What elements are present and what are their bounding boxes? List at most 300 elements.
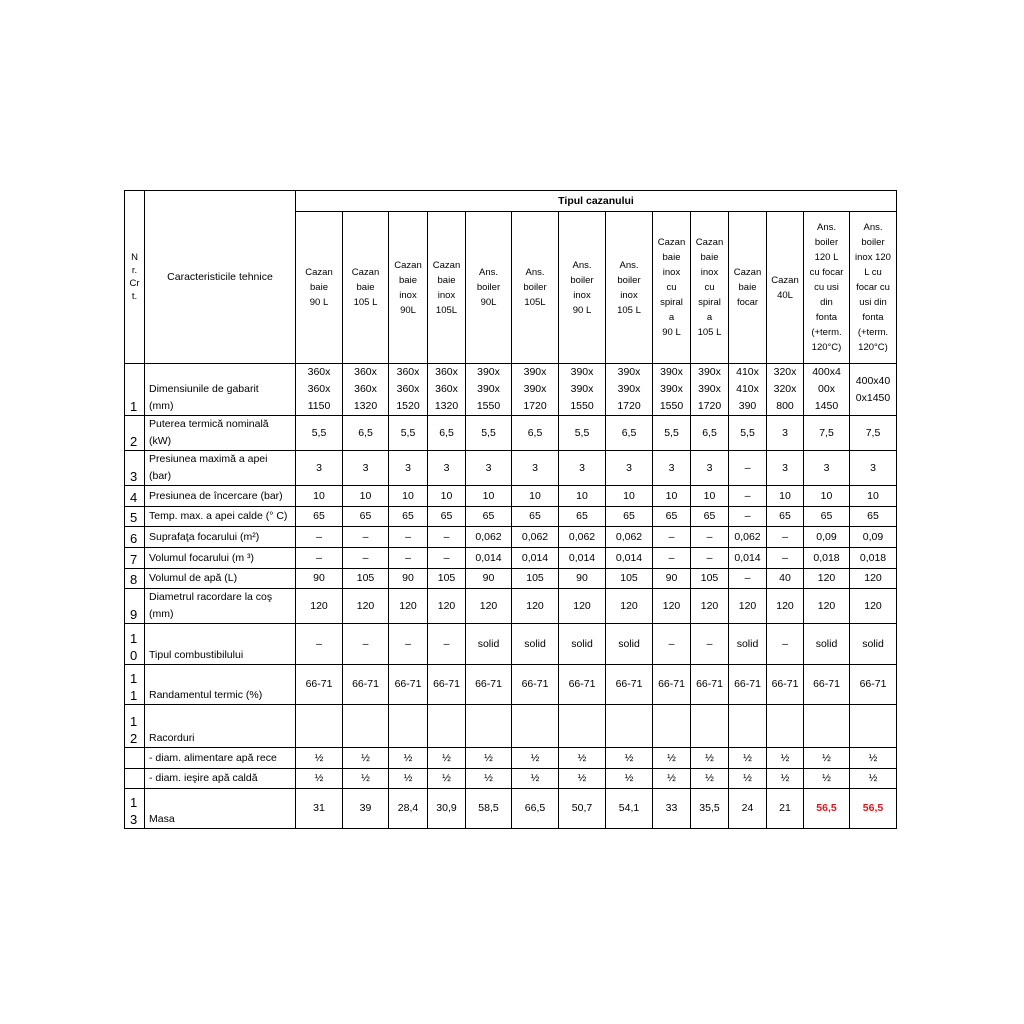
table-cell bbox=[691, 665, 729, 705]
cell-line: 6,5 bbox=[439, 426, 454, 439]
cell-line: 66-71 bbox=[305, 678, 333, 690]
table-cell bbox=[653, 769, 691, 789]
table-cell bbox=[804, 548, 850, 569]
cell-line: 105 L bbox=[697, 327, 722, 338]
cell-line: inox bbox=[399, 289, 417, 301]
cell-line: 31 bbox=[313, 802, 325, 814]
cell-line: ½ bbox=[868, 772, 878, 784]
cell-line: 390x bbox=[617, 366, 641, 378]
table-cell bbox=[767, 486, 804, 507]
table-cell bbox=[428, 364, 466, 416]
cell-line: 0,018 bbox=[859, 551, 887, 564]
table-cell bbox=[729, 624, 767, 665]
table-cell bbox=[559, 507, 606, 527]
cell-line: 390 bbox=[738, 400, 757, 412]
cell-line: 66-71 bbox=[771, 678, 799, 690]
table-cell bbox=[850, 624, 897, 665]
table-cell bbox=[559, 789, 606, 829]
cell-line: 105 bbox=[526, 572, 544, 584]
table-cell bbox=[466, 486, 512, 507]
table-cell bbox=[767, 769, 804, 789]
cell-line: 0,014 bbox=[615, 551, 643, 564]
row-number bbox=[125, 364, 145, 416]
cell-line: Suprafaţa focarului (m²) bbox=[149, 530, 260, 543]
cell-line: Masa bbox=[149, 813, 175, 825]
table-cell bbox=[343, 416, 389, 451]
table-cell bbox=[466, 589, 512, 624]
cell-line: 1450 bbox=[814, 400, 839, 412]
cell-line: 360x bbox=[307, 366, 331, 378]
cell-line: baie bbox=[310, 282, 328, 293]
cell-line: 66-71 bbox=[394, 678, 422, 690]
cell-line: 66-71 bbox=[696, 678, 723, 690]
cell-line: 50,7 bbox=[571, 802, 593, 814]
table-cell bbox=[767, 416, 804, 451]
row-number bbox=[125, 748, 145, 769]
table-cell bbox=[343, 705, 389, 748]
table-cell bbox=[606, 548, 653, 569]
cell-line: spiral bbox=[660, 297, 683, 308]
table-cell bbox=[729, 486, 767, 507]
row-number bbox=[125, 507, 145, 527]
table-cell bbox=[767, 451, 804, 486]
cell-line: boiler bbox=[476, 282, 501, 293]
table-cell bbox=[512, 507, 559, 527]
table-cell bbox=[767, 548, 804, 569]
cell-line: 0,09 bbox=[816, 530, 837, 543]
cell-line: 390x bbox=[698, 366, 721, 378]
cell-line: ½ bbox=[624, 772, 634, 784]
cell-line: L cu bbox=[864, 267, 882, 278]
cell-line: 10 bbox=[779, 489, 791, 502]
cell-line: (+term. bbox=[857, 327, 889, 338]
cell-line: 120°C) bbox=[811, 342, 842, 353]
table-cell bbox=[767, 569, 804, 589]
cell-line: 360x bbox=[354, 383, 377, 395]
table-cell bbox=[606, 416, 653, 451]
table-cell bbox=[428, 748, 466, 769]
row-label bbox=[145, 624, 296, 665]
column-header bbox=[606, 212, 653, 364]
cell-line: (mm) bbox=[149, 608, 174, 620]
cell-line: 65 bbox=[703, 510, 716, 522]
cell-line: Diametrul racordare la coş bbox=[149, 591, 273, 603]
table-cell bbox=[804, 705, 850, 748]
cell-line: (+term. bbox=[811, 327, 842, 338]
table-cell bbox=[729, 769, 767, 789]
row-label bbox=[145, 665, 296, 705]
cell-line: 120 bbox=[738, 599, 757, 612]
cell-line: 66-71 bbox=[568, 678, 596, 690]
cell-line: - diam. ieşire apă caldă bbox=[149, 772, 258, 784]
table-cell bbox=[296, 548, 343, 569]
table-cell bbox=[428, 486, 466, 507]
cell-line: 1550 bbox=[659, 400, 684, 412]
table-cell bbox=[653, 705, 691, 748]
table-row bbox=[125, 486, 897, 507]
table-cell bbox=[343, 527, 389, 548]
cell-line: – bbox=[668, 551, 675, 564]
table-cell bbox=[850, 486, 897, 507]
cell-line: 120 bbox=[573, 599, 591, 612]
cell-line: 66-71 bbox=[859, 678, 887, 690]
cell-line: 3 bbox=[823, 461, 830, 474]
table-cell bbox=[850, 527, 897, 548]
cell-line: 65 bbox=[482, 510, 495, 522]
table-row bbox=[125, 665, 897, 705]
cell-line: 21 bbox=[779, 802, 791, 814]
row-label bbox=[145, 507, 296, 527]
cell-line: 58,5 bbox=[478, 802, 499, 814]
table-cell bbox=[767, 665, 804, 705]
table-cell bbox=[466, 364, 512, 416]
cell-line: Cazan bbox=[771, 274, 799, 286]
table-cell bbox=[296, 451, 343, 486]
cell-line: cu bbox=[704, 282, 715, 293]
cell-line: cu focar bbox=[809, 267, 844, 278]
cell-line: 3 bbox=[130, 812, 138, 827]
table-cell bbox=[389, 748, 428, 769]
table-cell bbox=[428, 507, 466, 527]
column-header bbox=[428, 212, 466, 364]
cell-line: – bbox=[744, 572, 751, 584]
table-cell bbox=[804, 527, 850, 548]
cell-line: 400x40 bbox=[855, 374, 891, 387]
cell-line: – bbox=[362, 637, 369, 650]
cell-line: ½ bbox=[822, 751, 831, 764]
cell-line: 65 bbox=[867, 510, 879, 522]
cell-line: 10 bbox=[482, 489, 495, 502]
cell-line: ½ bbox=[530, 772, 540, 784]
table-cell bbox=[512, 486, 559, 507]
cell-line: boiler bbox=[523, 282, 547, 293]
cell-line: 0 bbox=[130, 648, 138, 663]
cell-line: – bbox=[362, 530, 369, 543]
cell-line: 2 bbox=[130, 731, 138, 746]
table-row bbox=[125, 769, 897, 789]
table-cell bbox=[428, 527, 466, 548]
cell-line: 54,1 bbox=[618, 802, 640, 814]
table-cell bbox=[804, 769, 850, 789]
cell-line: – bbox=[316, 637, 322, 650]
cell-line: a bbox=[706, 312, 713, 323]
table-cell bbox=[729, 507, 767, 527]
cell-line: 5 bbox=[130, 510, 138, 525]
cell-line: 65 bbox=[623, 510, 635, 522]
cell-line: 65 bbox=[440, 510, 453, 522]
cell-line: 390x bbox=[660, 366, 683, 378]
cell-line: 390x bbox=[523, 366, 547, 378]
cell-line: Ans. bbox=[572, 259, 592, 271]
table-cell bbox=[691, 416, 729, 451]
cell-line: – bbox=[443, 637, 450, 650]
cell-line: ½ bbox=[780, 772, 790, 784]
cell-line: boiler bbox=[570, 274, 594, 286]
table-cell bbox=[606, 527, 653, 548]
cell-line: 1550 bbox=[570, 400, 594, 412]
table-cell bbox=[389, 569, 428, 589]
table-cell bbox=[850, 507, 897, 527]
row-number bbox=[125, 769, 145, 789]
cell-line: boiler bbox=[861, 237, 885, 248]
table-cell bbox=[691, 527, 729, 548]
cell-line: 390x bbox=[570, 383, 594, 395]
cell-line: – bbox=[362, 551, 369, 564]
cell-line: 3 bbox=[362, 461, 369, 474]
table-cell bbox=[512, 705, 559, 748]
table-cell bbox=[389, 548, 428, 569]
table-cell bbox=[559, 624, 606, 665]
table-cell bbox=[767, 527, 804, 548]
table-cell bbox=[428, 569, 466, 589]
row-label bbox=[145, 569, 296, 589]
cell-line: – bbox=[744, 510, 751, 522]
cell-line: ½ bbox=[442, 751, 451, 764]
cell-line: Cazan bbox=[733, 267, 762, 278]
table-cell bbox=[466, 789, 512, 829]
table-cell bbox=[296, 364, 343, 416]
table-cell bbox=[804, 364, 850, 416]
table-cell bbox=[343, 589, 389, 624]
cell-line: 1 bbox=[130, 399, 138, 414]
cell-line: 1550 bbox=[476, 400, 501, 412]
table-cell bbox=[343, 748, 389, 769]
table-cell bbox=[428, 624, 466, 665]
cell-line: inox bbox=[437, 289, 456, 301]
cell-line: ½ bbox=[667, 751, 676, 764]
cell-line: Volumul de apă (L) bbox=[149, 572, 238, 584]
cell-line: ½ bbox=[705, 751, 714, 764]
column-header bbox=[559, 212, 606, 364]
table-cell bbox=[691, 486, 729, 507]
table-cell bbox=[850, 705, 897, 748]
table-cell bbox=[606, 789, 653, 829]
cell-line: Cazan bbox=[432, 259, 461, 271]
table-cell bbox=[559, 364, 606, 416]
cell-line: 90L bbox=[480, 297, 497, 308]
cell-line: baie bbox=[700, 252, 719, 263]
table-cell bbox=[343, 486, 389, 507]
cell-line: 0,062 bbox=[475, 530, 502, 543]
cell-line: baie bbox=[437, 274, 456, 286]
row-label bbox=[145, 589, 296, 624]
cell-line: 120°C) bbox=[858, 342, 888, 353]
table-cell bbox=[606, 624, 653, 665]
cell-line: 30,9 bbox=[436, 802, 457, 814]
cell-line: Cr bbox=[129, 278, 140, 289]
cell-line: 5,5 bbox=[481, 426, 496, 439]
cell-line: 120 bbox=[399, 599, 417, 612]
table-row bbox=[125, 416, 897, 451]
cell-line: 3 bbox=[870, 461, 876, 474]
cell-line: 90 L bbox=[309, 297, 329, 308]
cell-line: 360x bbox=[354, 366, 377, 378]
table-cell bbox=[559, 416, 606, 451]
table-cell bbox=[512, 527, 559, 548]
table-cell bbox=[729, 569, 767, 589]
table-cell bbox=[512, 548, 559, 569]
cell-line: 360x bbox=[396, 366, 420, 378]
cell-line: 105 bbox=[700, 572, 719, 584]
column-header bbox=[804, 212, 850, 364]
boiler-type-title: Tipul cazanului bbox=[296, 191, 897, 212]
cell-line: solid bbox=[477, 637, 500, 650]
table-cell bbox=[691, 364, 729, 416]
cell-line: 120 bbox=[437, 599, 456, 612]
table-cell bbox=[428, 416, 466, 451]
table-cell bbox=[389, 624, 428, 665]
table-cell bbox=[389, 789, 428, 829]
table-cell bbox=[653, 416, 691, 451]
column-header bbox=[389, 212, 428, 364]
column-header bbox=[767, 212, 804, 364]
cell-line: 9 bbox=[130, 607, 138, 622]
cell-line: 3 bbox=[626, 461, 632, 474]
cell-line: 90 bbox=[576, 572, 588, 584]
table-cell bbox=[691, 789, 729, 829]
cell-line: 120 bbox=[700, 599, 719, 612]
cell-line: 360x bbox=[307, 383, 331, 395]
cell-line: Tipul combustibilului bbox=[149, 649, 244, 661]
row-label bbox=[145, 451, 296, 486]
cell-line: 65 bbox=[820, 510, 833, 522]
table-cell bbox=[767, 507, 804, 527]
table-cell bbox=[428, 705, 466, 748]
table-cell bbox=[850, 569, 897, 589]
row-label bbox=[145, 416, 296, 451]
cell-line: fonta bbox=[862, 312, 884, 323]
table-cell bbox=[296, 416, 343, 451]
cell-line: ½ bbox=[705, 772, 714, 784]
cell-line: ½ bbox=[403, 751, 413, 764]
table-cell bbox=[389, 665, 428, 705]
cell-line: 8 bbox=[130, 572, 138, 587]
column-header bbox=[466, 212, 512, 364]
cell-line: 0,014 bbox=[475, 551, 502, 564]
cell-line: ½ bbox=[868, 751, 878, 764]
table-row bbox=[125, 569, 897, 589]
row-label bbox=[145, 527, 296, 548]
row-number bbox=[125, 416, 145, 451]
cell-line: 105L bbox=[435, 304, 458, 316]
table-cell bbox=[512, 665, 559, 705]
cell-line: 90 bbox=[402, 572, 414, 584]
cell-line: 10 bbox=[440, 489, 453, 502]
table-cell bbox=[559, 527, 606, 548]
cell-line: 3 bbox=[316, 461, 322, 474]
cell-line: 105 bbox=[620, 572, 638, 584]
cell-line: 10 bbox=[703, 489, 716, 502]
cell-line: 1 bbox=[130, 795, 138, 810]
cell-line: 10 bbox=[313, 489, 325, 502]
table-cell bbox=[653, 486, 691, 507]
table-cell bbox=[729, 748, 767, 769]
cell-line: 105 L bbox=[617, 304, 641, 316]
table-cell bbox=[850, 769, 897, 789]
row-label bbox=[145, 705, 296, 748]
table-cell bbox=[850, 548, 897, 569]
cell-line: 3 bbox=[668, 461, 675, 474]
cell-line: 0x1450 bbox=[855, 391, 891, 404]
cell-line: (kW) bbox=[149, 435, 172, 447]
table-cell bbox=[512, 789, 559, 829]
table-cell bbox=[296, 486, 343, 507]
cell-line: solid bbox=[524, 637, 546, 650]
row-label bbox=[145, 364, 296, 416]
table-cell bbox=[804, 748, 850, 769]
table-cell bbox=[343, 769, 389, 789]
cell-line: 66-71 bbox=[352, 678, 379, 690]
table-cell bbox=[691, 624, 729, 665]
cell-line: 120 bbox=[479, 599, 498, 612]
cell-line: 2 bbox=[130, 434, 138, 449]
cell-line: 5,5 bbox=[574, 426, 590, 439]
table-cell bbox=[653, 624, 691, 665]
cell-line: 6,5 bbox=[621, 426, 637, 439]
table-cell bbox=[653, 364, 691, 416]
cell-line: 1 bbox=[130, 714, 138, 729]
table-cell bbox=[850, 748, 897, 769]
column-header bbox=[729, 212, 767, 364]
cell-line: baie bbox=[738, 282, 757, 293]
table-cell bbox=[729, 548, 767, 569]
table-cell bbox=[653, 748, 691, 769]
cell-line: - diam. alimentare apă rece bbox=[149, 751, 277, 764]
column-header bbox=[850, 212, 897, 364]
cell-line: spiral bbox=[698, 297, 721, 308]
table-row bbox=[125, 364, 897, 416]
cell-line: Ans. bbox=[619, 259, 639, 271]
cell-line: 3 bbox=[782, 461, 788, 474]
cell-line: 120 bbox=[620, 599, 638, 612]
table-cell bbox=[850, 364, 897, 416]
cell-line: Ans. bbox=[863, 222, 883, 233]
table-cell bbox=[653, 548, 691, 569]
technical-specs-table bbox=[124, 190, 897, 829]
table-cell bbox=[691, 769, 729, 789]
table-cell bbox=[606, 589, 653, 624]
cell-line: usi din bbox=[859, 297, 887, 308]
cell-line: 24 bbox=[741, 802, 754, 814]
row-number bbox=[125, 624, 145, 665]
cell-line: ½ bbox=[361, 772, 370, 784]
cell-line: 7,5 bbox=[819, 426, 834, 439]
cell-line: 40L bbox=[777, 289, 793, 301]
cell-line: inox bbox=[620, 289, 638, 301]
cell-line: Cazan bbox=[394, 259, 422, 271]
table-cell bbox=[606, 364, 653, 416]
table-cell bbox=[466, 748, 512, 769]
table-cell bbox=[389, 705, 428, 748]
cell-line: 6 bbox=[130, 531, 138, 546]
cell-line: 360x bbox=[396, 383, 420, 395]
cell-line: 3 bbox=[485, 461, 492, 474]
table-cell bbox=[606, 748, 653, 769]
column-header bbox=[691, 212, 729, 364]
table-cell bbox=[559, 705, 606, 748]
cell-line: 0,014 bbox=[568, 551, 596, 564]
cell-line: 390x bbox=[523, 383, 547, 395]
cell-line: – bbox=[316, 551, 322, 564]
table-cell bbox=[804, 665, 850, 705]
cell-line: 66,5 bbox=[524, 802, 546, 814]
table-cell bbox=[653, 451, 691, 486]
column-header bbox=[343, 212, 389, 364]
table-cell bbox=[559, 451, 606, 486]
cell-line: 10 bbox=[665, 489, 678, 502]
table-cell bbox=[804, 589, 850, 624]
cell-line: inox bbox=[700, 267, 719, 278]
